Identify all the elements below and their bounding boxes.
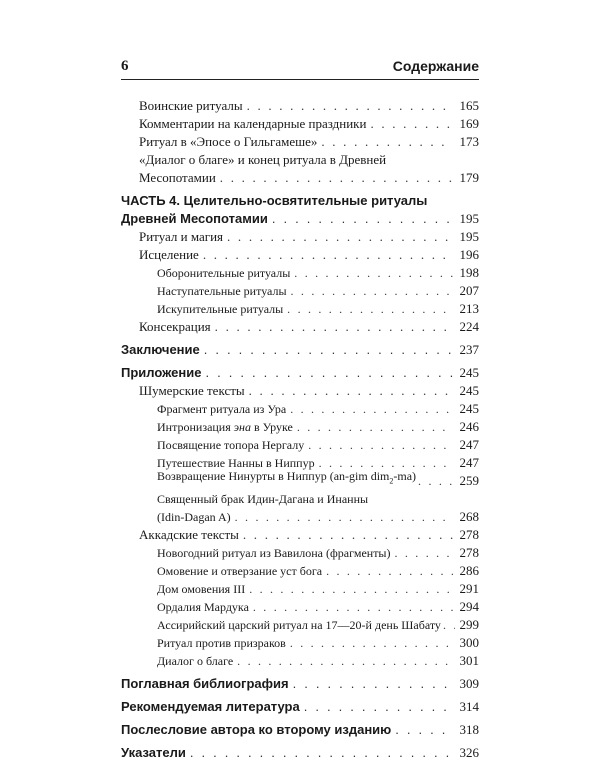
toc-subentry: Ордалия Мардука . . . 294	[121, 598, 479, 616]
toc-section: Поглавная библиография . . . 309	[121, 675, 479, 693]
toc-subentry: Дом омовения III . . . 291	[121, 580, 479, 598]
toc-section: Рекомендуемая литература . . . 314	[121, 698, 479, 716]
toc-subentry: Диалог о благе . . . 301	[121, 652, 479, 670]
toc-entry: Консекрация . . . 224	[121, 318, 479, 336]
toc-subentry: Оборонительные ритуалы . . . 198	[121, 264, 479, 282]
page-header	[121, 58, 479, 80]
part-heading: ЧАСТЬ 4. Целительно-освятительные ритуалы	[121, 193, 428, 208]
toc-section: Указатели . . . 326	[121, 744, 479, 762]
table-of-contents	[121, 97, 479, 762]
toc-entry: Аккадские тексты . . . 278	[121, 526, 479, 544]
toc-entry: Шумерские тексты . . . 245	[121, 382, 479, 400]
part-heading-continuation: Древней Месопотамии . . . 195	[121, 210, 479, 228]
toc-subentry-continuation: (Idin-Dagan A) . . . 268	[121, 508, 479, 526]
toc-subentry: Путешествие Нанны в Ниппур . . . 247	[121, 454, 479, 472]
toc-entry: Ритуал и магия . . . 195	[121, 228, 479, 246]
toc-section-appendix: Приложение . . . 245	[121, 364, 479, 382]
toc-subentry: Омовение и отверзание уст бога . . . 286	[121, 562, 479, 580]
toc-entry: Исцеление . . . 196	[121, 246, 479, 264]
toc-subentry: Наступательные ритуалы . . . 207	[121, 282, 479, 300]
header-rule	[121, 79, 479, 80]
toc-entry: Комментарии на календарные праздники . . . 169	[121, 115, 479, 133]
toc-section-conclusion: Заключение . . . 237	[121, 341, 479, 359]
toc-subentry: Фрагмент ритуала из Ура . . . 245	[121, 400, 479, 418]
page-number: 6	[121, 58, 129, 74]
toc-section: Послесловие автора ко второму изданию . . . 318	[121, 721, 479, 739]
toc-subentry: Интронизация эна в Уруке . . . 246	[121, 418, 479, 436]
toc-entry-multiline: «Диалог о благе» и конец ритуала в Древней	[139, 152, 387, 167]
toc-entry-continuation: Месопотамии . . . 179	[121, 169, 479, 187]
toc-subentry: Новогодний ритуал из Вавилона (фрагменты) . . . 278	[121, 544, 479, 562]
toc-subentry: Возвращение Нинурты в Ниппур (an-gim dim$_2$-ma) . . . 259	[121, 472, 479, 490]
toc-subentry-multiline: Священный брак Идин-Дагана и Инанны	[157, 492, 369, 506]
toc-entry: Воинские ритуалы . . . 165	[121, 97, 479, 115]
running-title: Содержание	[392, 58, 479, 74]
toc-subentry: Искупительные ритуалы . . . 213	[121, 300, 479, 318]
toc-subentry: Ассирийский царский ритуал на 17—20-й день Шабату . . . 299	[121, 616, 479, 634]
toc-entry: Ритуал в «Эпосе о Гильгамеше» . . . 173	[121, 133, 479, 151]
toc-subentry: Ритуал против призраков . . . 300	[121, 634, 479, 652]
toc-subentry: Посвящение топора Нергалу . . . 247	[121, 436, 479, 454]
